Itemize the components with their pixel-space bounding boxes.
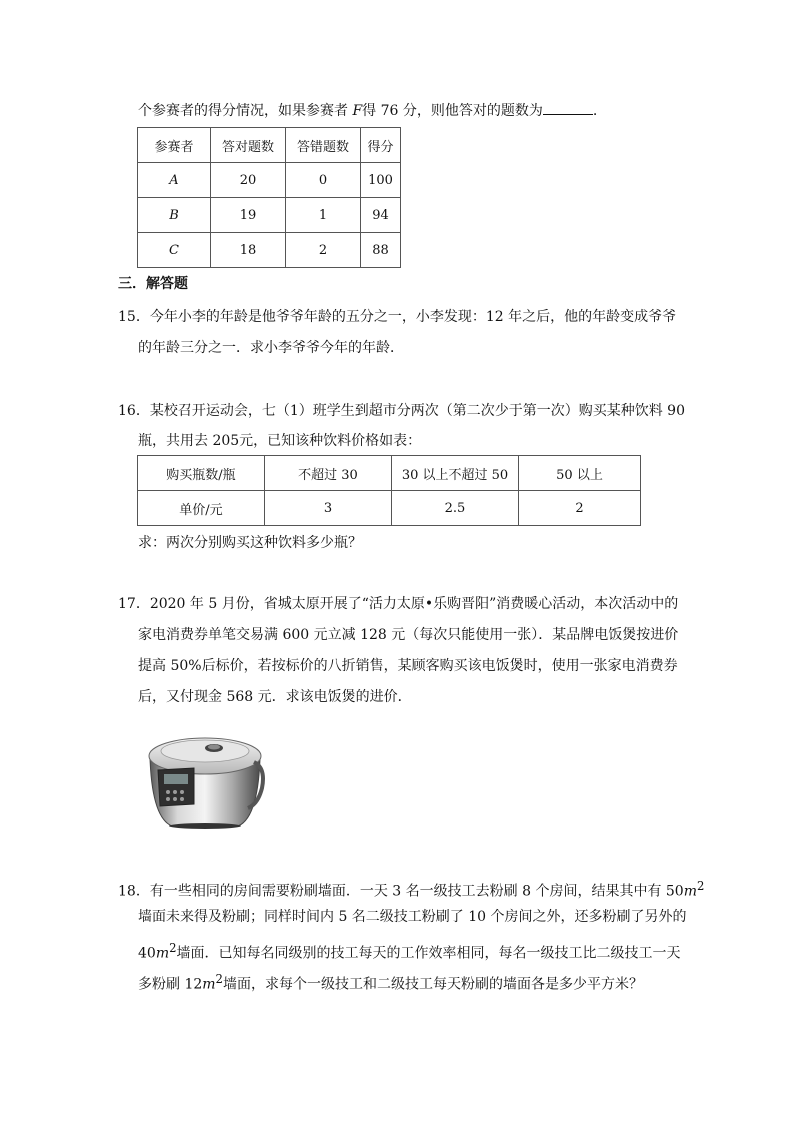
table-header: 购买瓶数/瓶 xyxy=(138,456,265,491)
table-header-row xyxy=(138,128,401,163)
table-cell: 94 xyxy=(361,198,401,233)
table-cell: 单价/元 xyxy=(138,491,265,526)
table-header: 30 以上不超过 50 xyxy=(392,456,519,491)
table-cell: 19 xyxy=(211,198,286,233)
table-cell: B xyxy=(138,198,211,233)
q17-line2: 家电消费券单笔交易满 600 元立减 128 元（每次只能使用一张）．某品牌电饭煲按进价 xyxy=(138,627,679,643)
table-cell: 88 xyxy=(361,233,401,268)
answer-blank[interactable] xyxy=(543,100,593,115)
q17-line4: 后，又付现金 568 元．求该电饭煲的进价． xyxy=(138,689,412,705)
q14-intro: 个参赛者的得分情况，如果参赛者 F得 76 分，则他答对的题数为 . xyxy=(138,100,597,122)
table-cell: 3 xyxy=(265,491,392,526)
table-cell: 0 xyxy=(286,163,361,198)
table-header: 答错题数 xyxy=(286,128,361,163)
table-cell: 2 xyxy=(286,233,361,268)
q17-line3: 提高 50%后标价，若按标价的八折销售，某顾客购买该电饭煲时，使用一张家电消费券 xyxy=(138,658,678,674)
table-row xyxy=(138,163,401,198)
q18-line4: 多粉刷 $12m^2$墙面，求每个一级技工和二级技工每天粉刷的墙面各是多少平方米？ xyxy=(138,972,643,993)
table-cell: 2 xyxy=(519,491,641,526)
table-header: 答对题数 xyxy=(211,128,286,163)
table-header: 得分 xyxy=(361,128,401,163)
table-row xyxy=(138,198,401,233)
table-header: 参赛者 xyxy=(138,128,211,163)
table-header: 50 以上 xyxy=(519,456,641,491)
q14-score-table xyxy=(137,127,401,268)
rice-cooker-image xyxy=(142,718,266,833)
q16-ask: 求：两次分别购买这种饮料多少瓶？ xyxy=(138,535,362,551)
question-18: 18．有一些相同的房间需要粉刷墙面．一天 3 名一级技工去粉刷 8 个房间，结果其中有 $50m^2$ xyxy=(118,879,705,900)
q15-line2: 的年龄三分之一．求小李爷爷今年的年龄． xyxy=(138,340,404,356)
table-cell: 2.5 xyxy=(392,491,519,526)
table-cell: 18 xyxy=(211,233,286,268)
table-cell: A xyxy=(138,163,211,198)
question-15: 15．今年小李的年龄是他爷爷年龄的五分之一，小李发现：12 年之后，他的年龄变成爷爷 xyxy=(118,309,677,325)
q16-line2: 瓶，共用去 205元，已知该种饮料价格如表： xyxy=(138,433,422,449)
table-cell: 20 xyxy=(211,163,286,198)
question-16: 16．某校召开运动会，七（1）班学生到超市分两次（第二次少于第一次）购买某种饮料 90 xyxy=(118,403,685,419)
table-row xyxy=(138,233,401,268)
table-cell: 1 xyxy=(286,198,361,233)
q18-line2: 墙面未来得及粉刷；同样时间内 5 名二级技工粉刷了 10 个房间之外，还多粉刷了另外的 xyxy=(138,909,687,925)
table-cell: C xyxy=(138,233,211,268)
section-title: 三．解答题 xyxy=(118,276,188,292)
q18-line3: $40m^2$墙面．已知每名同级别的技工每天的工作效率相同，每名一级技工比二级技工一天 xyxy=(138,941,681,962)
table-header-row xyxy=(138,456,641,491)
table-cell: 100 xyxy=(361,163,401,198)
question-17: 17．2020 年 5 月份，省城太原开展了“活力太原•乐购晋阳”消费暖心活动，本次活动中的 xyxy=(118,596,679,612)
table-row xyxy=(138,491,641,526)
q16-price-table xyxy=(137,455,641,526)
table-header: 不超过 30 xyxy=(265,456,392,491)
